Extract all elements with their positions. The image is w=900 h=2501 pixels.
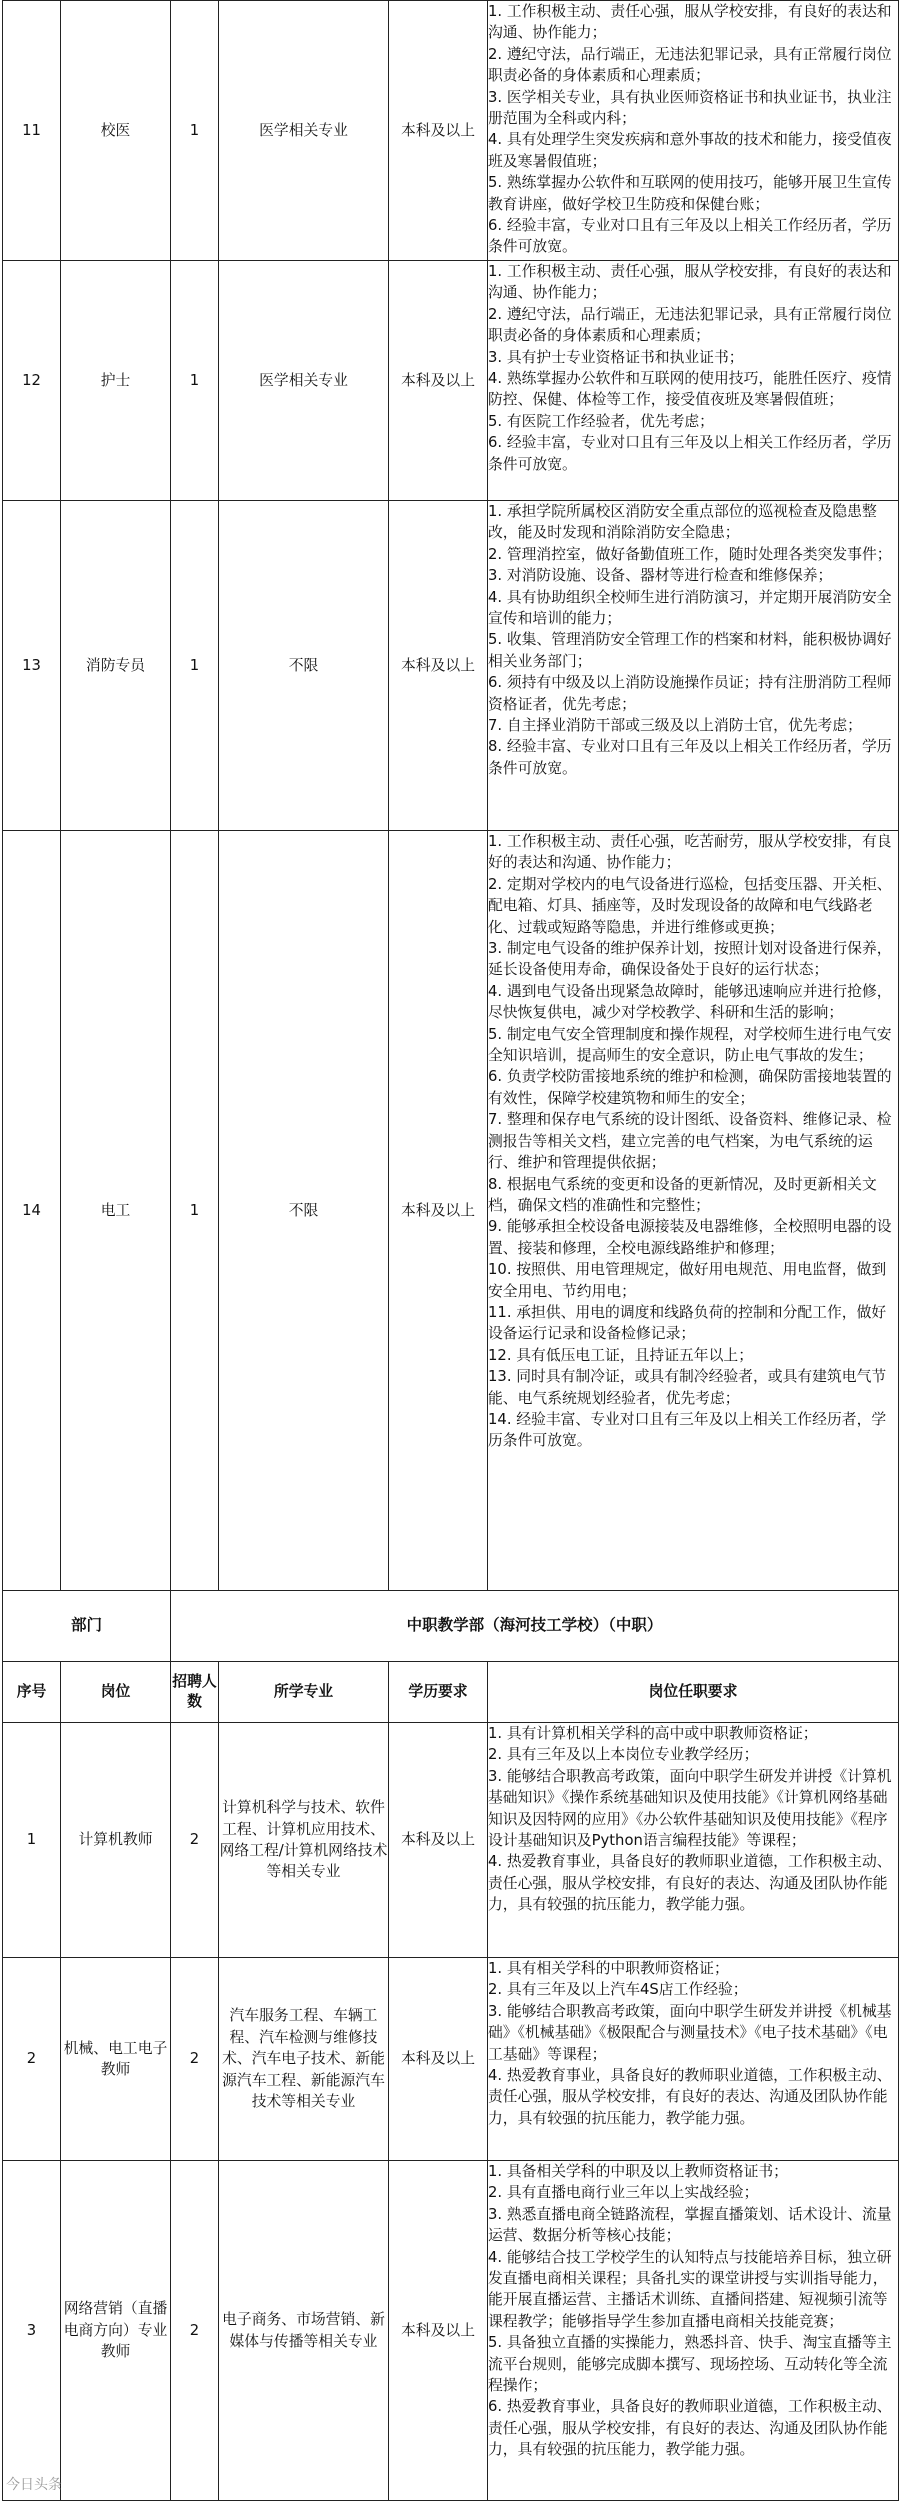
requirement-item: 4. 能够结合技工学校学生的认知特点与技能培养目标，独立研发直播电商相关课程；具备扎实的课堂讲授与实训指导能力，能开展直播运营、主播话术训练、直播间搭建、短视频引流等课程教学；能够指导学生参加直播电商相关技能竞赛； (488, 2248, 892, 2330)
department-label: 部门 (3, 1591, 171, 1662)
row-major: 汽车服务工程、车辆工程、汽车检测与维修技术、汽车电子技术、新能源汽车工程、新能源汽车技术等相关专业 (219, 1958, 389, 2161)
requirement-item: 1. 承担学院所属校区消防安全重点部位的巡视检查及隐患整改，能及时发现和消除消防安全隐患； (488, 503, 877, 542)
row-post: 网络营销（直播电商方向）专业教师 (61, 2161, 171, 2501)
row-count: 2 (171, 1723, 219, 1958)
row-seq: 2 (3, 1958, 61, 2161)
row-requirements (488, 1958, 899, 2161)
requirement-item: 11. 承担供、用电的调度和线路负荷的控制和分配工作，做好设备运行记录和设备检修记录； (488, 1303, 887, 1343)
row-requirements (488, 1723, 899, 1958)
row-seq: 11 (3, 1, 61, 261)
header-count: 招聘人数 (171, 1662, 219, 1723)
requirement-item: 4. 具有协助组织全校师生进行消防演习，并定期开展消防安全宣传和培训的能力； (488, 588, 892, 628)
requirement-item: 1. 具备相关学科的中职及以上教师资格证书； (488, 2163, 788, 2180)
row-post: 电工 (61, 831, 171, 1591)
column-header-row (3, 1662, 899, 1723)
row-edu: 本科及以上 (389, 501, 488, 831)
requirement-item: 3. 制定电气设备的维护保养计划，按照计划对设备进行保养，延长设备使用寿命，确保设备处于良好的运行状态； (488, 940, 892, 979)
row-edu: 本科及以上 (389, 1, 488, 261)
table-row (3, 831, 899, 1591)
department-row (3, 1591, 899, 1662)
header-major: 所学专业 (219, 1662, 389, 1723)
table-row (3, 1723, 899, 1958)
requirement-item: 3. 能够结合职教高考政策，面向中职学生研发并讲授《计算机基础知识》《操作系统基础知识及使用技能》《计算机网络基础知识及因特网的应用》《办公软件基础知识及使用技能》《程序设计基础知识及Python语言编程技能》等课程； (488, 1767, 892, 1850)
row-seq: 3 (3, 2161, 61, 2501)
row-post: 护士 (61, 261, 171, 501)
row-major: 电子商务、市场营销、新媒体与传播等相关专业 (219, 2161, 389, 2501)
requirement-item: 8. 经验丰富、专业对口且有三年及以上相关工作经历者，学历条件可放宽。 (488, 738, 892, 777)
requirement-item: 12. 具有低压电工证，且持证五年以上； (488, 1346, 753, 1364)
requirement-item: 4. 热爱教育事业，具备良好的教师职业道德，工作积极主动、责任心强，服从学校安排，有良好的表达、沟通及团队协作能力，具有较强的抗压能力，教学能力强。 (488, 1853, 892, 1914)
row-count: 2 (171, 2161, 219, 2501)
requirement-item: 2. 遵纪守法，品行端正，无违法犯罪记录，具有正常履行岗位职责必备的身体素质和心理素质； (488, 45, 892, 85)
table-row (3, 501, 899, 831)
requirement-item: 5. 具备独立直播的实操能力，熟悉抖音、快手、淘宝直播等主流平台规则，能够完成脚本撰写、现场控场、互动转化等全流程操作； (488, 2334, 892, 2395)
requirement-item: 2. 具有三年及以上汽车4S店工作经验； (488, 1981, 748, 1999)
requirement-item: 8. 根据电气系统的变更和设备的更新情况，及时更新相关文档，确保文档的准确性和完整性； (488, 1175, 877, 1214)
requirement-item: 6. 经验丰富，专业对口且有三年及以上相关工作经历者，学历条件可放宽。 (488, 217, 892, 256)
requirement-item: 1. 工作积极主动、责任心强，服从学校安排，有良好的表达和沟通、协作能力； (488, 3, 892, 42)
requirement-item: 3. 熟悉直播电商全链路流程，掌握直播策划、话术设计、流量运营、数据分析等核心技能； (488, 2205, 892, 2245)
requirement-item: 5. 收集、管理消防安全管理工作的档案和材料，能积极协调好相关业务部门； (488, 631, 892, 670)
requirement-item: 5. 熟练掌握办公软件和互联网的使用技巧，能够开展卫生宣传教育讲座，做好学校卫生防疫和保健台账； (488, 174, 892, 213)
row-requirements (488, 831, 899, 1591)
requirement-item: 2. 定期对学校内的电气设备进行巡检，包括变压器、开关柜、配电箱、灯具、插座等，及时发现设备的故障和电气线路老化、过载或短路等隐患，并进行维修或更换； (488, 875, 892, 936)
header-reqs: 岗位任职要求 (488, 1662, 899, 1723)
requirement-item: 6. 经验丰富，专业对口且有三年及以上相关工作经历者，学历条件可放宽。 (488, 434, 892, 473)
row-post: 计算机教师 (61, 1723, 171, 1958)
header-edu: 学历要求 (389, 1662, 488, 1723)
requirement-item: 13. 同时具有制冷证，或具有制冷经验者，或具有建筑电气节能、电气系统规划经验者，优先考虑； (488, 1368, 887, 1407)
requirement-item: 2. 具有三年及以上本岗位专业教学经历； (488, 1746, 759, 1764)
row-post: 消防专员 (61, 501, 171, 831)
table-row (3, 1958, 899, 2161)
requirement-item: 1. 具有相关学科的中职教师资格证； (488, 1960, 729, 1977)
row-major: 不限 (219, 831, 389, 1591)
row-edu: 本科及以上 (389, 2161, 488, 2501)
department-name: 中职教学部（海河技工学校）（中职） (171, 1591, 899, 1662)
row-edu: 本科及以上 (389, 261, 488, 501)
requirement-item: 7. 整理和保存电气系统的设计图纸、设备资料、维修记录、检测报告等相关文档，建立完善的电气档案，为电气系统的运行、维护和管理提供依据； (488, 1111, 892, 1172)
row-count: 1 (171, 261, 219, 501)
requirement-item: 7. 自主择业消防干部或三级及以上消防士官，优先考虑； (488, 717, 862, 735)
requirement-item: 5. 制定电气安全管理制度和操作规程，对学校师生进行电气安全知识培训，提高师生的安全意识，防止电气事故的发生； (488, 1025, 892, 1065)
header-seq: 序号 (3, 1662, 61, 1723)
requirement-item: 3. 医学相关专业，具有执业医师资格证书和执业证书，执业注册范围为全科或内科； (488, 88, 892, 128)
requirement-item: 6. 负责学校防雷接地系统的维护和检测，确保防雷接地装置的有效性，保障学校建筑物和师生的安全； (488, 1068, 892, 1107)
requirement-item: 1. 具有计算机相关学科的高中或中职教师资格证； (488, 1725, 818, 1742)
row-seq: 12 (3, 261, 61, 501)
requirement-item: 4. 遇到电气设备出现紧急故障时，能够迅速响应并进行抢修，尽快恢复供电，减少对学校教学、科研和生活的影响； (488, 982, 892, 1022)
requirement-item: 4. 热爱教育事业，具备良好的教师职业道德，工作积极主动、责任心强，服从学校安排，有良好的表达、沟通及团队协作能力，具有较强的抗压能力，教学能力强。 (488, 2067, 892, 2127)
row-requirements (488, 2161, 899, 2501)
row-major: 医学相关专业 (219, 261, 389, 501)
requirement-item: 3. 对消防设施、设备、器材等进行检查和维修保养； (488, 567, 833, 585)
requirement-item: 6. 须持有中级及以上消防设施操作员证；持有注册消防工程师资格证者，优先考虑； (488, 674, 892, 713)
recruitment-table (2, 0, 899, 2501)
row-major: 不限 (219, 501, 389, 831)
requirement-item: 5. 有医院工作经验者，优先考虑； (488, 412, 714, 430)
table-row (3, 2161, 899, 2501)
requirement-item: 2. 管理消控室，做好备勤值班工作，随时处理各类突发事件； (488, 545, 892, 563)
row-seq: 1 (3, 1723, 61, 1958)
row-requirements (488, 501, 899, 831)
row-edu: 本科及以上 (389, 831, 488, 1591)
table-row (3, 261, 899, 501)
row-edu: 本科及以上 (389, 1958, 488, 2161)
table-row (3, 1, 899, 261)
requirement-item: 4. 熟练掌握办公软件和互联网的使用技巧，能胜任医疗、疫情防控、保健、体检等工作，接受值夜班及寒暑假值班； (488, 370, 892, 409)
requirement-item: 2. 具有直播电商行业三年以上实战经验； (488, 2184, 759, 2202)
requirement-item: 9. 能够承担全校设备电源接装及电器维修，全校照明电器的设置、接装和修理，全校电源线路维护和修理； (488, 1218, 892, 1257)
header-post: 岗位 (61, 1662, 171, 1723)
requirement-item: 1. 工作积极主动、责任心强，吃苦耐劳，服从学校安排，有良好的表达和沟通、协作能力； (488, 833, 892, 872)
row-major: 计算机科学与技术、软件工程、计算机应用技术、网络工程/计算机网络技术等相关专业 (219, 1723, 389, 1958)
requirement-item: 1. 工作积极主动、责任心强，服从学校安排，有良好的表达和沟通、协作能力； (488, 263, 892, 302)
row-count: 1 (171, 1, 219, 261)
row-count: 2 (171, 1958, 219, 2161)
row-count: 1 (171, 501, 219, 831)
row-major: 医学相关专业 (219, 1, 389, 261)
watermark: 今日头条 (6, 2477, 62, 2493)
row-requirements (488, 261, 899, 501)
requirement-item: 6. 热爱教育事业，具备良好的教师职业道德，工作积极主动、责任心强，服从学校安排，有良好的表达、沟通及团队协作能力，具有较强的抗压能力，教学能力强。 (488, 2398, 892, 2459)
requirement-item: 14. 经验丰富、专业对口且有三年及以上相关工作经历者，学历条件可放宽。 (488, 1410, 887, 1450)
requirement-item: 4. 具有处理学生突发疾病和意外事故的技术和能力，接受值夜班及寒暑假值班； (488, 131, 892, 170)
requirement-item: 3. 具有护士专业资格证书和执业证书； (488, 348, 744, 366)
row-count: 1 (171, 831, 219, 1591)
row-post: 机械、电工电子教师 (61, 1958, 171, 2161)
row-requirements (488, 1, 899, 261)
row-seq: 13 (3, 501, 61, 831)
requirement-item: 10. 按照供、用电管理规定，做好用电规范、用电监督，做到安全用电、节约用电； (488, 1261, 887, 1300)
row-edu: 本科及以上 (389, 1723, 488, 1958)
row-post: 校医 (61, 1, 171, 261)
requirement-item: 3. 能够结合职教高考政策，面向中职学生研发并讲授《机械基础》《机械基础》《极限配合与测量技术》《电子技术基础》《电工基础》等课程； (488, 2002, 892, 2063)
requirement-item: 2. 遵纪守法，品行端正，无违法犯罪记录，具有正常履行岗位职责必备的身体素质和心理素质； (488, 305, 892, 345)
row-seq: 14 (3, 831, 61, 1591)
